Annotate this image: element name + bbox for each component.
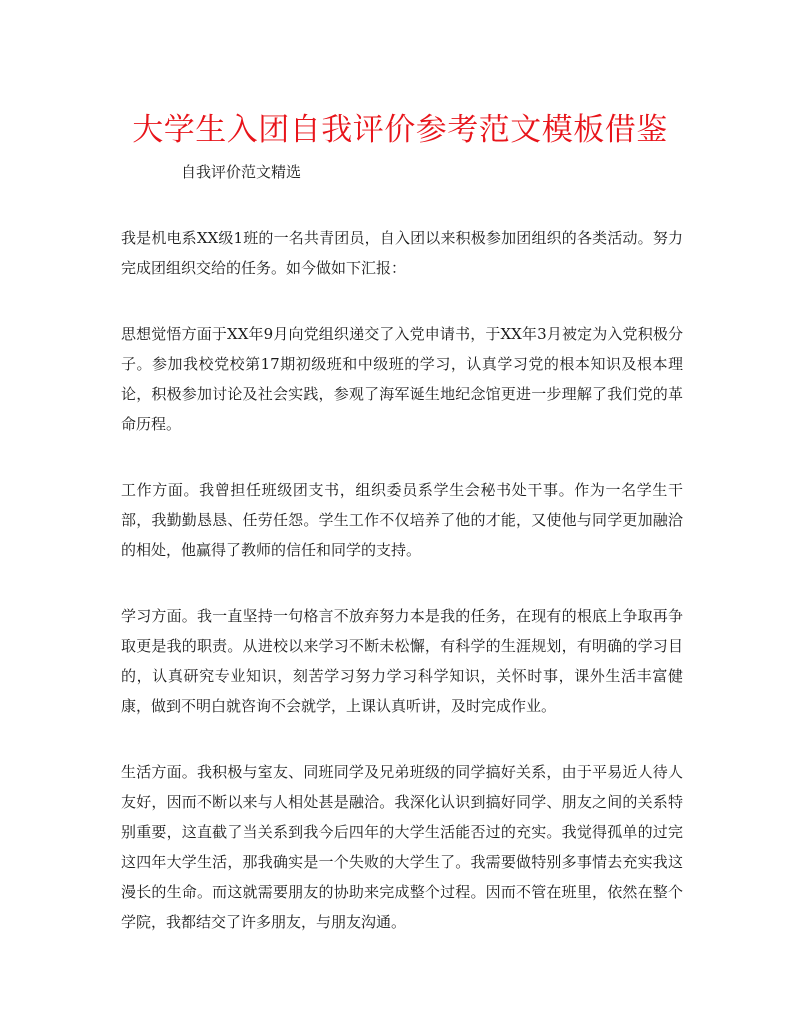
paragraph-intro: 我是机电系XX级1班的一名共青团员，自入团以来积极参加团组织的各类活动。努力完成团组织交给的任务。如今做如下汇报： — [121, 229, 683, 277]
paragraph-ideology: 思想觉悟方面于XX年9月向党组织递交了入党申请书，于XX年3月被定为入党积极分子。参加我校党校第17期初级班和中级班的学习，认真学习党的根本知识及根本理论，积极参加讨论及社会实践，参观了海军诞生地纪念馆更进一步理解了我们党的革命历程。 — [121, 325, 683, 433]
paragraph-life: 生活方面。我积极与室友、同班同学及兄弟班级的同学搞好关系，由于平易近人待人友好，因而不断以来与人相处甚是融洽。我深化认识到搞好同学、朋友之间的关系特别重要，这直截了当关系到我今后四年的大学生活能否过的充实。我觉得孤单的过完这四年大学生活，那我确实是一个失败的大学生了。我需要做特别多事情去充实我这漫长的生命。而这就需要朋友的协助来完成整个过程。因而不管在班里，依然在整个学院，我都结交了许多朋友，与朋友沟通。 — [121, 763, 683, 931]
document-body — [121, 223, 683, 973]
document-subtitle: 自我评价范文精选 — [181, 163, 302, 181]
paragraph-work: 工作方面。我曾担任班级团支书，组织委员系学生会秘书处干事。作为一名学生干部，我勤勤恳恳、任劳任怨。学生工作不仅培养了他的才能，又使他与同学更加融洽的相处，他赢得了教师的信任和同学的支持。 — [121, 481, 683, 559]
document-title: 大学生入团自我评价参考范文模板借鉴 — [132, 112, 668, 148]
paragraph-study: 学习方面。我一直坚持一句格言不放弃努力本是我的任务，在现有的根底上争取再争取更是我的职责。从进校以来学习不断未松懈，有科学的生涯规划，有明确的学习目的，认真研究专业知识，刻苦学习努力学习科学知识，关怀时事，课外生活丰富健康，做到不明白就咨询不会就学，上课认真听讲，及时完成作业。 — [121, 607, 683, 715]
